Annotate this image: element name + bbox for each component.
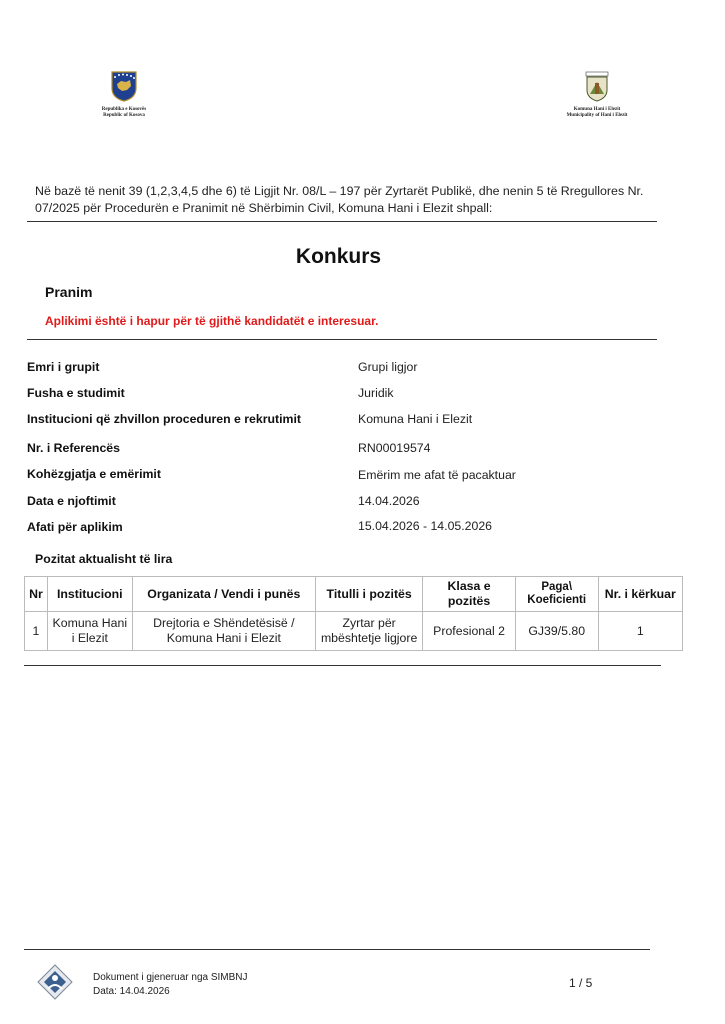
subtitle: Pranim [45, 284, 93, 300]
column-header: Titulli i pozitës [315, 577, 422, 612]
right-logo-line2: Municipality of Hani i Elezit [566, 113, 628, 118]
table-cell: Drejtoria e Shëndetësisë / Komuna Hani i Elezit [132, 612, 315, 651]
column-header: Institucioni [47, 577, 132, 612]
detail-value-institution: Komuna Hani i Elezit [358, 412, 473, 426]
table-cell: GJ39/5.80 [515, 612, 598, 651]
table-cell: 1 [25, 612, 48, 651]
detail-label-deadline: Afati për aplikim [27, 520, 123, 534]
detail-value-field: Juridik [358, 386, 394, 400]
footer-generated: Dokument i gjeneruar nga SIMBNJ [93, 972, 248, 983]
page-title: Konkurs [295, 245, 382, 268]
detail-value-notice-date: 14.04.2026 [358, 494, 420, 508]
table-cell: Komuna Hani i Elezit [47, 612, 132, 651]
page-number: 1 / 5 [569, 976, 593, 990]
municipality-logo [565, 70, 629, 118]
header-divider [27, 221, 657, 222]
column-header: Nr [25, 577, 48, 612]
positions-heading: Pozitat aktualisht të lira [35, 552, 173, 566]
simbnj-logo-icon [36, 963, 74, 1001]
kosovo-coat-of-arms-icon [96, 70, 152, 102]
simbnj-logo [36, 963, 74, 1001]
kosovo-logo [96, 70, 152, 118]
legal-basis-paragraph: Në bazë të nenit 39 (1,2,3,4,5 dhe 6) të Ligjit Nr. 08/L – 197 për Zyrtarët Publikë, dhe nenin 5 të Rregullores Nr. 07/2025 për Procedurën e Pranimit në Shërbimin Civil, Komuna Hani i Elezit shpall: [35, 184, 644, 215]
left-logo-line2: Republic of Kosova [103, 113, 145, 118]
positions-table [24, 576, 683, 651]
column-header: Organizata / Vendi i punës [132, 577, 315, 612]
detail-value-duration: Emërim me afat të pacaktuar [358, 468, 516, 482]
detail-label-duration: Kohëzgjatja e emërimit [27, 467, 161, 481]
footer-divider [24, 949, 650, 950]
application-notice: Aplikimi është i hapur për të gjithë kandidatët e interesuar. [45, 314, 379, 328]
detail-value-deadline: 15.04.2026 - 14.05.2026 [358, 519, 493, 533]
detail-label-group: Emri i grupit [27, 360, 100, 374]
table-cell: 1 [598, 612, 682, 651]
municipality-emblem-icon [565, 70, 629, 102]
details-divider [27, 339, 657, 340]
column-header: Paga\ Koeficienti [515, 577, 598, 612]
right-logo-line1: Komuna Hani i Elezit [573, 107, 621, 112]
column-header: Nr. i kërkuar [598, 577, 682, 612]
table-cell: Profesional 2 [423, 612, 516, 651]
detail-value-reference: RN00019574 [358, 441, 431, 455]
table-row [25, 612, 683, 651]
table-header-row [25, 577, 683, 612]
detail-label-institution: Institucioni që zhvillon proceduren e rekrutimit [27, 412, 301, 426]
detail-value-group: Grupi ligjor [358, 360, 418, 374]
column-header: Klasa e pozitës [423, 577, 516, 612]
detail-label-notice-date: Data e njoftimit [27, 494, 116, 508]
detail-label-field: Fusha e studimit [27, 386, 125, 400]
left-logo-line1: Republika e Kosovës [101, 107, 147, 112]
detail-label-reference: Nr. i Referencës [27, 441, 120, 455]
table-cell: Zyrtar për mbështetje ligjore [315, 612, 422, 651]
table-divider [24, 665, 661, 666]
footer-date: Data: 14.04.2026 [93, 986, 170, 997]
